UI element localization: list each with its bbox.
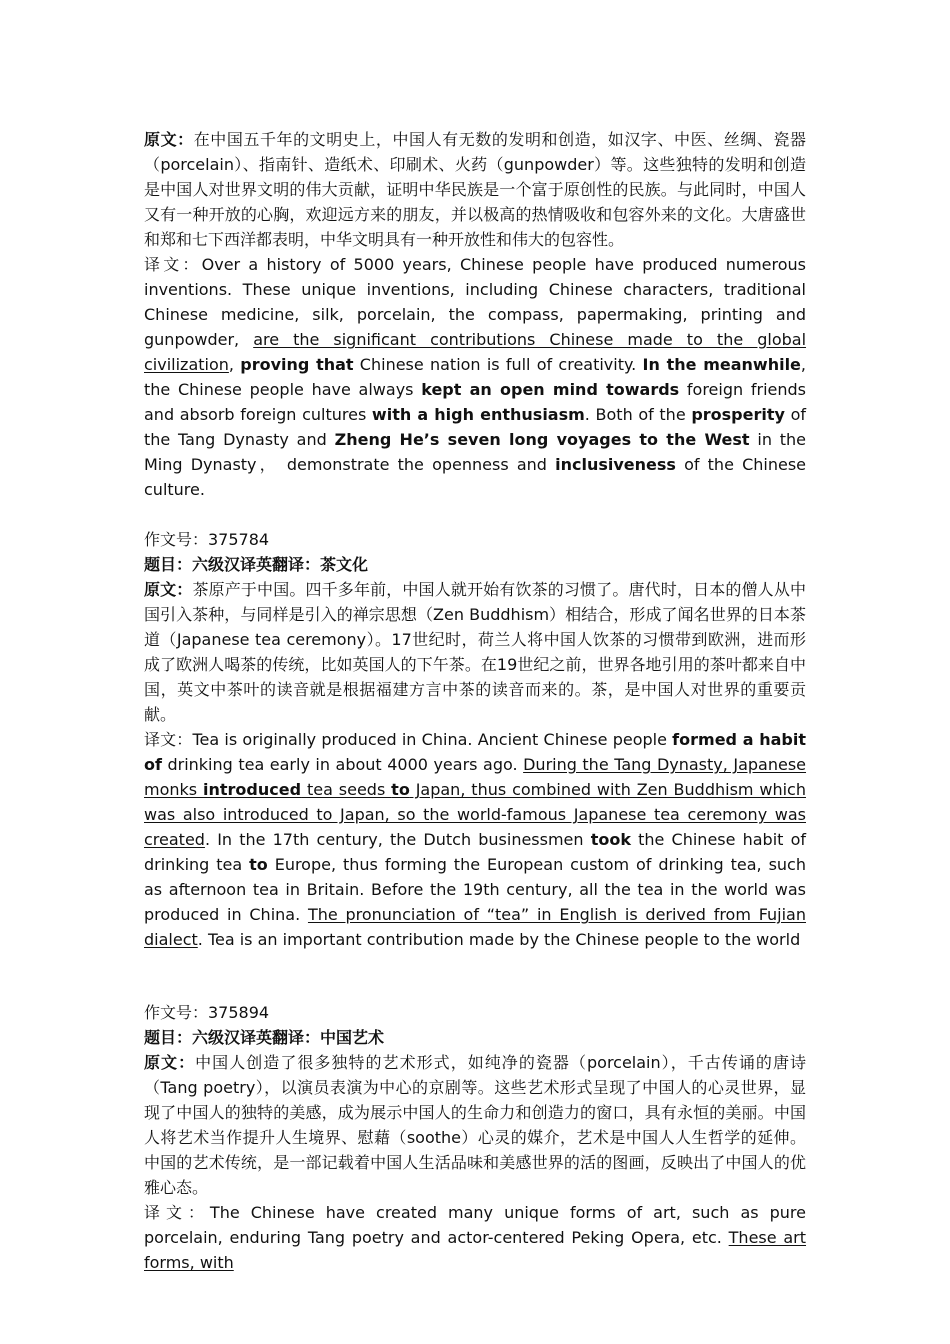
title-text: 题目：六级汉译英翻译：中国艺术 [144, 1028, 385, 1047]
translation-label: 译文： [144, 730, 193, 749]
text-run: . Tea is an important contribution made by the Chinese people to the world [197, 930, 801, 949]
underlined-phrase: These art forms, with [144, 1228, 807, 1272]
original-paragraph-1 [144, 127, 806, 252]
bold-phrase: introduced [203, 780, 302, 799]
translation-paragraph-2 [144, 727, 806, 952]
text-run: Tea is originally produced in China. Ancient Chinese people [192, 730, 673, 749]
translation-label: 译文： [144, 255, 202, 274]
bold-phrase: Zheng He’s seven long voyages to the West [334, 430, 750, 449]
text-run: Japan, thus combined with Zen Buddhism which was also introduced to Japan, so the world-famous Japanese tea ceremony was created [144, 780, 806, 849]
bold-phrase: kept an open mind towards [421, 380, 680, 399]
bold-phrase: to [391, 780, 410, 799]
translation-paragraph-3 [144, 1200, 806, 1275]
bold-phrase: prosperity [691, 405, 785, 424]
text-run: of the Chinese culture. [144, 455, 807, 499]
document-page [144, 127, 806, 1275]
original-paragraph-2 [144, 577, 806, 727]
underlined-phrase: are the significant contributions Chinese made to the global civilization [144, 330, 807, 374]
spacer [144, 502, 806, 527]
bold-phrase: to [249, 855, 268, 874]
text-run: Chinese nation is full of creativity. [353, 355, 643, 374]
bold-phrase: In the meanwhile [642, 355, 801, 374]
translation-paragraph-1 [144, 252, 806, 502]
text-run: . Both of the [584, 405, 692, 424]
text-run: , [228, 355, 241, 374]
text-run: foreign friends and absorb foreign cultures [144, 380, 806, 424]
bold-phrase: inclusiveness [555, 455, 676, 474]
original-text: 茶原产于中国。四千多年前，中国人就开始有饮茶的习惯了。唐代时，日本的僧人从中国引入茶种，与同样是引入的禅宗思想（Zen Buddhism）相结合，形成了闻名世界的日本茶道（Japanese tea ceremony）。17世纪时，荷兰人将中国人饮茶的习惯带到欧洲，进而形成了欧洲人喝茶的传统，比如英国人的下午茶。在19世纪之前，世界各地引用的茶叶都来自中国，英文中茶叶的读音就是根据福建方言中茶的读音而来的。茶，是中国人对世界的重要贡献。 [144, 580, 806, 724]
bold-phrase: took [590, 830, 631, 849]
bold-phrase: with a high enthusiasm [371, 405, 585, 424]
text-run: in the Ming Dynasty， demonstrate the openness and [144, 430, 807, 474]
essay-title [144, 1025, 806, 1050]
original-paragraph-3 [144, 1050, 806, 1200]
text-run: the Chinese habit of drinking tea [144, 830, 807, 874]
bold-phrase: formed a habit of [144, 730, 807, 774]
text-run: of the Tang Dynasty and [144, 405, 806, 449]
original-label: 原文： [144, 130, 194, 149]
text-run: During the Tang Dynasty, Japanese monks [144, 755, 807, 799]
text-run: Europe, thus forming the European custom of drinking tea, such as afternoon tea in Britain. Before the 19th century, all the tea in the world was produced in China. [144, 855, 806, 924]
essay-number: 作文号：375894 [144, 1003, 270, 1022]
text-run: drinking tea early in about 4000 years ago. [161, 755, 524, 774]
bold-phrase: proving that [240, 355, 354, 374]
underlined-phrase: The pronunciation of “tea” in English is derived from Fujian dialect [144, 905, 806, 949]
text-run: tea seeds [301, 780, 392, 799]
essay-number: 作文号：375784 [144, 530, 270, 549]
original-text: 在中国五千年的文明史上，中国人有无数的发明和创造，如汉字、中医、丝绸、瓷器（porcelain）、指南针、造纸术、印刷术、火药（gunpowder）等。这些独特的发明和创造是中国人对世界文明的伟大贡献，证明中华民族是一个富于原创性的民族。与此同时，中国人又有一种开放的心胸，欢迎远方来的朋友，并以极高的热情吸收和包容外来的文化。大唐盛世和郑和七下西洋都表明，中华文明具有一种开放性和伟大的包容性。 [144, 130, 806, 249]
text-run: , the Chinese people have always [144, 355, 807, 399]
original-label: 原文： [144, 580, 193, 599]
text-run: The Chinese have created many unique forms of art, such as pure porcelain, enduring Tang poetry and actor-centered Peking Opera, etc. [144, 1203, 806, 1247]
text-run: Over a history of 5000 years, Chinese people have produced numerous inventions. These unique inventions, including Chinese characters, traditional Chinese medicine, silk, porcelain, the compass, papermaking, printing and gunpowder, [144, 255, 806, 349]
translation-label: 译文： [144, 1203, 210, 1222]
original-text: 中国人创造了很多独特的艺术形式，如纯净的瓷器（porcelain），千古传诵的唐诗（Tang poetry），以演员表演为中心的京剧等。这些艺术形式呈现了中国人的心灵世界，显现了中国人的独特的美感，成为展示中国人的生命力和创造力的窗口，具有永恒的美丽。中国人将艺术当作提升人生境界、慰藉（soothe）心灵的媒介，艺术是中国人人生哲学的延伸。中国的艺术传统，是一部记载着中国人生活品味和美感世界的活的图画，反映出了中国人的优雅心态。 [144, 1053, 806, 1197]
original-label: 原文： [144, 1053, 196, 1072]
essay-title [144, 552, 806, 577]
spacer [144, 952, 806, 1000]
title-text: 题目：六级汉译英翻译：茶文化 [144, 555, 369, 574]
text-run: . In the 17th century, the Dutch businessmen [204, 830, 591, 849]
